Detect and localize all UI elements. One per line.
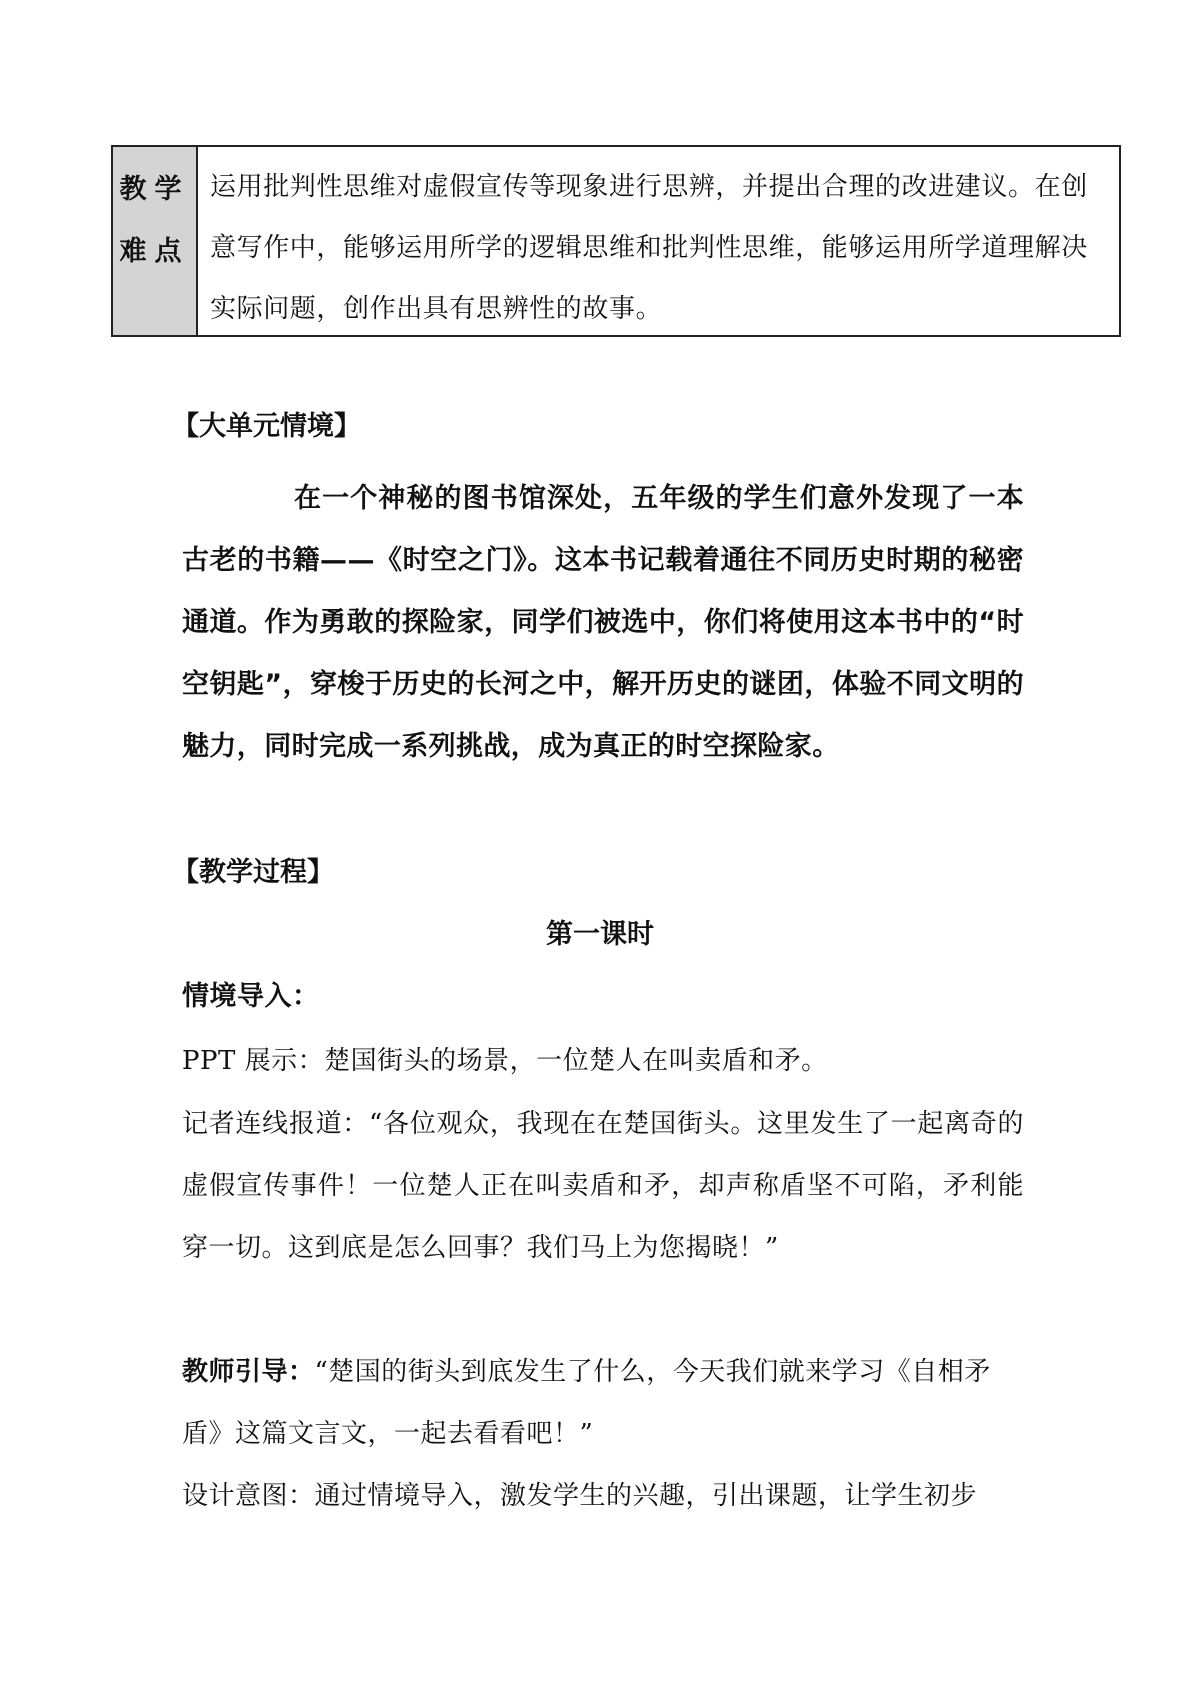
- table-label-cell: [113, 147, 198, 335]
- teacher-guidance-text: “楚国的街头到底发生了什么，今天我们就来学习《自相矛盾》这篇文言文，一起去看看吧！”: [182, 1357, 991, 1449]
- reporter-paragraph: 记者连线报道：“各位观众，我现在在楚国街头。这里发生了一起离奇的虚假宣传事件！一位楚人正在叫卖盾和矛，却声称盾坚不可陷，矛利能穿一切。这到底是怎么回事？我们马上为您揭晓！”: [182, 1109, 1024, 1263]
- ppt-description: PPT 展示：楚国街头的场景，一位楚人在叫卖盾和矛。: [182, 1046, 828, 1076]
- table-content-cell: 运用批判性思维对虚假宣传等现象进行思辨，并提出合理的改进建议。在创意写作中，能够运用所学的逻辑思维和批判性思维，能够运用所学道理解决实际问题，创作出具有思辨性的故事。: [210, 172, 1088, 324]
- teacher-guidance-paragraph: [182, 1341, 1024, 1465]
- teaching-difficulty-table: [111, 145, 1121, 337]
- intro-heading: 情境导入：: [182, 981, 320, 1012]
- lesson-title: 第一课时: [546, 919, 654, 950]
- teacher-guidance-label: 教师引导：: [182, 1357, 315, 1387]
- table-label-line2: 难点: [119, 236, 190, 267]
- scenario-heading: 【大单元情境】: [172, 411, 361, 442]
- table-label-line1: 教学: [119, 174, 190, 205]
- design-intent-line: 设计意图：通过情境导入，激发学生的兴趣，引出课题，让学生初步: [182, 1481, 978, 1511]
- process-heading: 【教学过程】: [172, 857, 334, 888]
- scenario-paragraph: 在一个神秘的图书馆深处，五年级的学生们意外发现了一本古老的书籍——《时空之门》。这本书记载着通往不同历史时期的秘密通道。作为勇敢的探险家，同学们被选中，你们将使用这本书中的“时空钥匙”，穿梭于历史的长河之中，解开历史的谜团，体验不同文明的魅力，同时完成一系列挑战，成为真正的时空探险家。: [182, 483, 1024, 762]
